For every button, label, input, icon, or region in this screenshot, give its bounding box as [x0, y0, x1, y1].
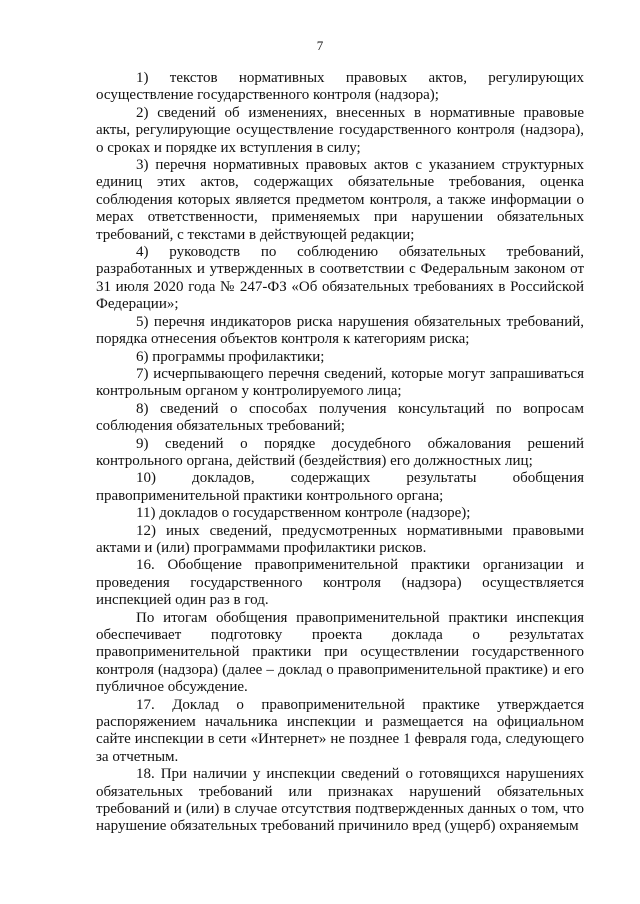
paragraph-item-9: 9) сведений о порядке досудебного обжалования решений контрольного органа, действий (бездействия) его должностных лиц;	[96, 435, 584, 469]
paragraph-item-12: 12) иных сведений, предусмотренных нормативными правовыми актами и (или) программами профилактики рисков.	[96, 522, 584, 556]
paragraph-item-3: 3) перечня нормативных правовых актов с указанием структурных единиц этих актов, содержащих обязательные требования, оценка соблюдения которых является предметом контроля, а также информации о мерах ответственности, применяемых при нарушении обязательных требований, с текстами в действующей редакции;	[96, 157, 584, 243]
paragraph-section-16: 16. Обобщение правоприменительной практики организации и проведения государственного контроля (надзора) осуществляется инспекцией один раз в год.	[96, 557, 584, 609]
paragraph-item-4: 4) руководств по соблюдению обязательных требований, разработанных и утвержденных в соответствии с Федеральным законом от 31 июля 2020 года № 247-ФЗ «Об обязательных требованиях в Российской Федерации»;	[96, 244, 584, 313]
paragraph-item-11: 11) докладов о государственном контроле (надзоре);	[136, 505, 471, 522]
paragraph-item-10: 10) докладов, содержащих результаты обобщения правоприменительной практики контрольного органа;	[96, 470, 584, 504]
paragraph-section-18: 18. При наличии у инспекции сведений о готовящихся нарушениях обязательных требований или признаках нарушений обязательных требований и (или) в случае отсутствия подтвержденных данных о том, что нарушение обязательных требований причинило вред (ущерб) охраняемым	[96, 766, 584, 835]
paragraph-item-5: 5) перечня индикаторов риска нарушения обязательных требований, порядка отнесения объектов контроля к категориям риска;	[96, 313, 584, 348]
page-number: 7	[316, 38, 324, 53]
paragraph-item-8: 8) сведений о способах получения консультаций по вопросам соблюдения обязательных требований;	[96, 400, 584, 435]
paragraph-item-2: 2) сведений об изменениях, внесенных в нормативные правовые акты, регулирующие осуществление государственного контроля (надзора), о сроках и порядке их вступления в силу;	[96, 104, 584, 156]
paragraph-item-1: 1) текстов нормативных правовых актов, регулирующих осуществление государственного контроля (надзора);	[96, 70, 584, 104]
document-body	[96, 70, 584, 836]
paragraph-practice-summary: По итогам обобщения правоприменительной практики инспекция обеспечивает подготовку проекта доклада о результатах правоприменительной практики при осуществлении государственного контроля (надзора) (далее – доклад о правоприменительной практике) и его публичное обсуждение.	[96, 609, 584, 696]
paragraph-item-7: 7) исчерпывающего перечня сведений, которые могут запрашиваться контрольным органом у контролируемого лица;	[96, 365, 584, 400]
paragraph-item-6: 6) программы профилактики;	[136, 348, 325, 365]
paragraph-section-17: 17. Доклад о правоприменительной практике утверждается распоряжением начальника инспекции и размещается на официальном сайте инспекции в сети «Интернет» не позднее 1 февраля года, следующего за отчетным.	[96, 696, 584, 765]
